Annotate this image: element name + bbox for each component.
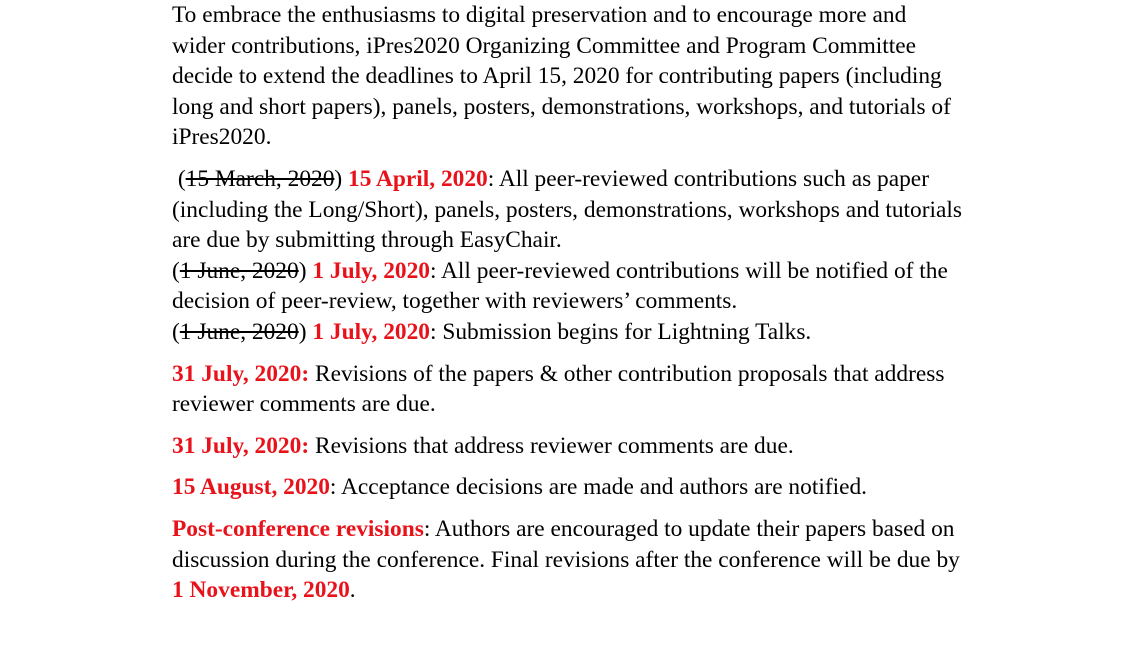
new-date: 1 July, 2020	[312, 318, 430, 345]
notification-deadline: (1 June, 2020) 1 July, 2020: All peer-reviewed contributions will be notified of the decision of peer-review, together with reviewers’ comments.	[172, 257, 948, 315]
papers-deadline: (15 March, 2020) 15 April, 2020: All peer-reviewed contributions such as paper (including the Long/Short), panels, posters, demonstrations, workshops and tutorials are due by submitting through EasyChair.	[172, 165, 962, 254]
deadline-text: Revisions of the papers & other contribution proposals that address reviewer comments are due.	[172, 360, 945, 418]
intro-paragraph: To embrace the enthusiasms to digital preservation and to encourage more and wider contributions, iPres2020 Organizing Committee and Program Committee decide to extend the deadlines to April 15, 2020 for contributing papers (including long and short papers), panels, posters, demonstrations, workshops, and tutorials of iPres2020.	[172, 2, 951, 151]
new-date: 15 April, 2020	[348, 165, 488, 192]
deadline-text: Revisions that address reviewer comments are due.	[309, 432, 794, 459]
deadline-announcement	[172, 0, 962, 606]
deadline-text: : All peer-reviewed contributions such as paper (including the Long/Short), panels, posters, demonstrations, workshops and tutorials are due by submitting through EasyChair.	[172, 165, 962, 254]
post-conference-label: Post-conference revisions	[172, 515, 424, 542]
deadline-text: : All peer-reviewed contributions will be notified of the decision of peer-review, together with reviewers’ comments.	[172, 257, 948, 315]
old-date: 15 March, 2020	[185, 165, 335, 192]
acceptance-deadline	[172, 472, 962, 503]
new-date: 1 July, 2020	[312, 257, 430, 284]
revisions-proposals-deadline	[172, 359, 962, 420]
old-date: 1 June, 2020	[179, 257, 299, 284]
old-date: 1 June, 2020	[179, 318, 299, 345]
sentence-end: .	[349, 577, 356, 604]
deadline-text: : Acceptance decisions are made and authors are notified.	[329, 474, 868, 501]
deadline-date: 31 July, 2020:	[172, 432, 310, 459]
deadline-date: 31 July, 2020:	[172, 360, 310, 387]
deadline-date: 15 August, 2020	[172, 474, 330, 501]
deadline-text: : Authors are encouraged to update their papers based on discussion during the conference. Final revisions after the conference will be due by	[172, 515, 960, 573]
post-conference-deadline	[172, 514, 962, 606]
lightning-talks-deadline: (1 June, 2020) 1 July, 2020: Submission begins for Lightning Talks.	[172, 318, 812, 345]
deadline-date: 1 November, 2020	[172, 577, 350, 604]
deadline-text: : Submission begins for Lightning Talks.	[429, 318, 812, 345]
revisions-deadline	[172, 431, 962, 462]
